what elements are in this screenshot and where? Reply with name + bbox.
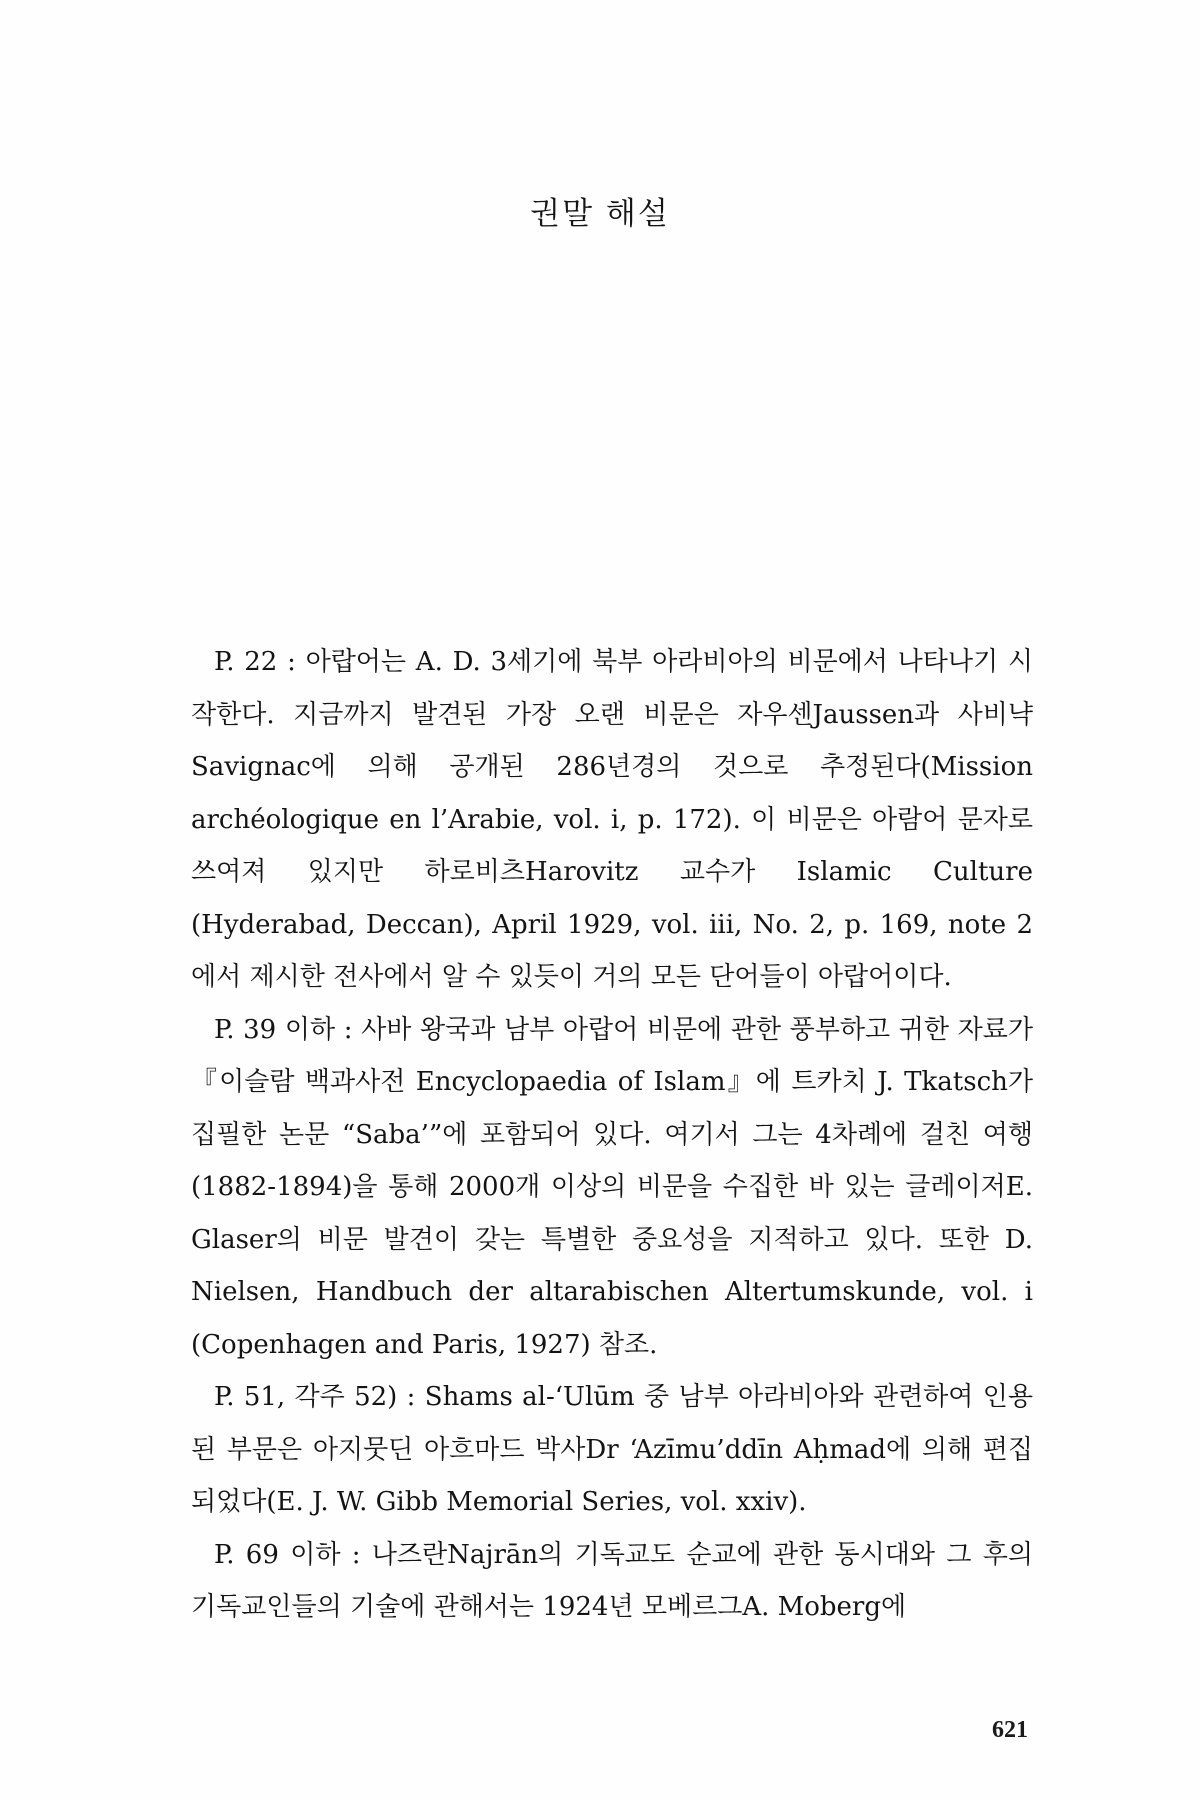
paragraph-p51: P. 51, 각주 52) : Shams al-‘Ulūm 중 남부 아라비아와 관련하여 인용된 부문은 아지뭇딘 아흐마드 박사Dr ‘Azīmu’ddīn Aḥmad에 의해 편집되었다(E. J. W. Gibb Memorial Series, vol. xxiv).: [191, 1382, 1033, 1517]
page-title: 권말 해설: [530, 196, 670, 232]
paragraph-p22: P. 22 : 아랍어는 A. D. 3세기에 북부 아라비아의 비문에서 나타나기 시작한다. 지금까지 발견된 가장 오랜 비문은 자우센Jaussen과 사비냑Savignac에 의해 공개된 286년경의 것으로 추정된다(Mission archéologique en l’Arabie, vol. i, p. 172). 이 비문은 아람어 문자로 쓰여져 있지만 하로비츠Harovitz 교수가 Islamic Culture (Hyderabad, Deccan), April 1929, vol. iii, No. 2, p. 169, note 2에서 제시한 전사에서 알 수 있듯이 거의 모든 단어들이 아랍어이다.: [191, 647, 1033, 992]
paragraph-p39: P. 39 이하 : 사바 왕국과 남부 아랍어 비문에 관한 풍부하고 귀한 자료가 『이슬람 백과사전 Encyclopaedia of Islam』에 트카치 J. Tkatsch가 집필한 논문 “Saba’”에 포함되어 있다. 여기서 그는 4차례에 걸친 여행(1882-1894)을 통해 2000개 이상의 비문을 수집한 바 있는 글레이저E. Glaser의 비문 발견이 갖는 특별한 중요성을 지적하고 있다. 또한 D. Nielsen, Handbuch der altarabischen Altertumskunde, vol. i (Copenhagen and Paris, 1927) 참조.: [191, 1014, 1033, 1360]
page-number: 621: [992, 1717, 1028, 1743]
paragraph-p69: P. 69 이하 : 나즈란Najrān의 기독교도 순교에 관한 동시대와 그 후의 기독교인들의 기술에 관해서는 1924년 모베르그A. Moberg에: [191, 1539, 1033, 1622]
body-text: [191, 636, 1033, 1634]
